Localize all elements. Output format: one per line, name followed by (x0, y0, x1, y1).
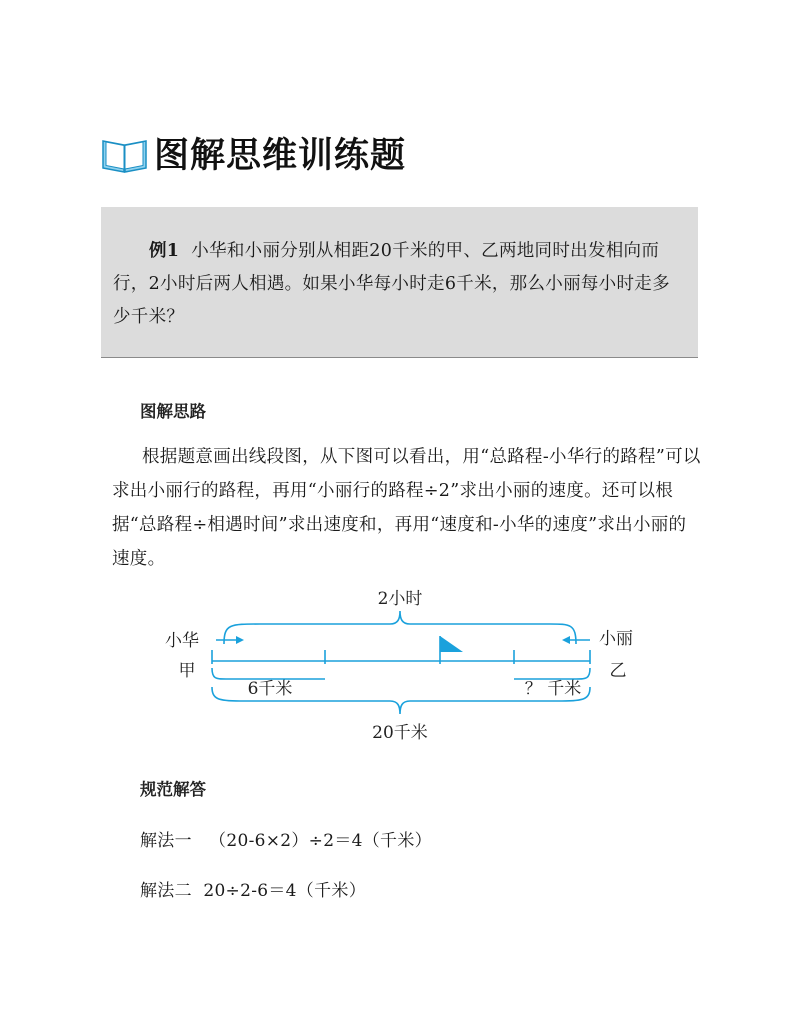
left-segment-brace (212, 668, 325, 679)
page-title: 图解思维训练题 (154, 136, 407, 176)
method2-label: 解法二 (140, 881, 192, 901)
diagram-left-place: 甲 (178, 661, 196, 681)
example-box (101, 207, 698, 358)
diagram-left-person: 小华 (165, 631, 199, 651)
xiaoli-arrow-head-icon (562, 636, 570, 644)
meeting-flag-icon (440, 636, 463, 652)
open-book-icon (100, 131, 150, 175)
example-text-block (113, 235, 686, 334)
diagram-total-label: 20千米 (372, 723, 428, 743)
diagram-right-place: 乙 (609, 661, 627, 681)
solution-heading: 规范解答 (140, 780, 206, 799)
solution-method-2 (140, 876, 366, 901)
example-label: 例1 (149, 241, 180, 261)
time-brace (224, 611, 576, 644)
diagram-right-segment-label: ？ 千米 (524, 679, 582, 699)
analysis-heading: 图解思路 (140, 402, 206, 421)
method1-expression: （20-6×2）÷2＝4（千米） (209, 831, 432, 851)
analysis-paragraph: 根据题意画出线段图，从下图可以看出，用“总路程-小华行的路程”可以求出小丽行的路程，再用“小丽行的路程÷2”求出小丽的速度。还可以根据“总路程÷相遇时间”求出速度和，再用“速度和-小华的速度”求出小丽的速度。 (112, 447, 701, 569)
method2-expression: 20÷2-6＝4（千米） (203, 881, 366, 901)
right-segment-brace (514, 668, 590, 679)
diagram-time-label: 2小时 (377, 589, 423, 609)
solution-method-1 (140, 826, 432, 851)
method1-label: 解法一 (140, 831, 192, 851)
line-segment-diagram (150, 584, 650, 744)
page-title-row (100, 128, 406, 178)
xiaohua-arrow-head-icon (236, 636, 244, 644)
example-question: 小华和小丽分别从相距20千米的甲、乙两地同时出发相向而行，2小时后两人相遇。如果小华每小时走6千米，那么小丽每小时走多少千米？ (113, 241, 670, 327)
diagram-left-segment-label: 6千米 (247, 679, 293, 699)
diagram-right-person: 小丽 (599, 629, 633, 649)
